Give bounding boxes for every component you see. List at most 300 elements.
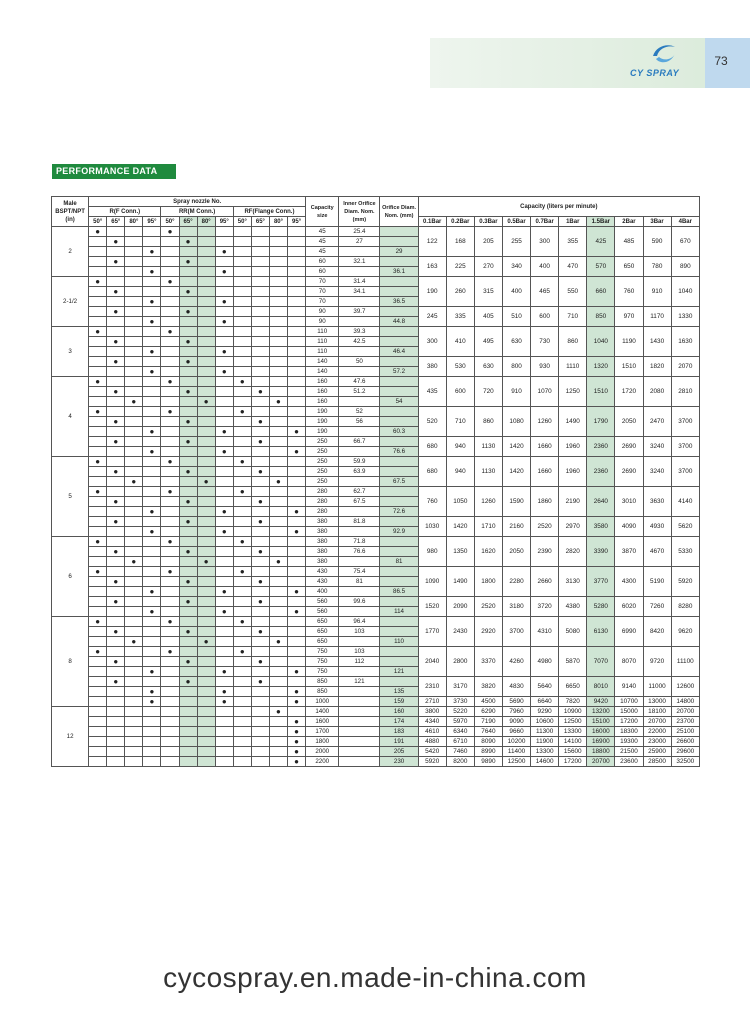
inner-orifice: 103 — [339, 627, 380, 637]
capacity-value: 6710 — [446, 737, 474, 747]
nozzle-cell — [233, 747, 251, 757]
nozzle-cell — [125, 287, 143, 297]
capacity-value: 1590 — [502, 487, 530, 517]
nozzle-cell — [179, 297, 197, 307]
nozzle-dot: ● — [251, 517, 269, 527]
nozzle-cell — [269, 317, 287, 327]
capacity-size: 380 — [306, 537, 339, 547]
nozzle-cell — [89, 397, 107, 407]
nozzle-dot: ● — [107, 287, 125, 297]
nozzle-cell — [288, 367, 306, 377]
nozzle-cell — [143, 497, 161, 507]
nozzle-cell — [125, 377, 143, 387]
nozzle-dot: ● — [107, 437, 125, 447]
capacity-size: 90 — [306, 307, 339, 317]
capacity-value: 26600 — [671, 737, 699, 747]
nozzle-cell — [251, 617, 269, 627]
capacity-value: 2310 — [418, 677, 446, 697]
capacity-value: 2710 — [418, 697, 446, 707]
capacity-value: 1510 — [587, 377, 615, 407]
nozzle-cell — [233, 547, 251, 557]
logo-swoosh-icon — [650, 42, 678, 66]
nozzle-cell — [233, 227, 251, 237]
nozzle-dot: ● — [89, 457, 107, 467]
nozzle-cell — [161, 477, 179, 487]
nozzle-cell — [125, 607, 143, 617]
capacity-value: 2040 — [418, 647, 446, 677]
table-row — [52, 277, 700, 287]
nozzle-cell — [197, 717, 215, 727]
nozzle-cell — [125, 537, 143, 547]
nozzle-cell — [288, 627, 306, 637]
capacity-value: 1170 — [643, 307, 671, 327]
capacity-value: 2660 — [531, 567, 559, 597]
nozzle-dot: ● — [288, 747, 306, 757]
capacity-size: 1800 — [306, 737, 339, 747]
table-row — [52, 697, 700, 707]
orifice-diam: 54 — [380, 397, 418, 407]
capacity-value: 760 — [615, 277, 643, 307]
orifice-diam — [380, 377, 418, 387]
capacity-value: 11300 — [531, 727, 559, 737]
nozzle-dot: ● — [179, 467, 197, 477]
capacity-value: 8420 — [643, 617, 671, 647]
table-row — [52, 457, 700, 467]
capacity-value: 1820 — [643, 357, 671, 377]
nozzle-dot: ● — [215, 347, 233, 357]
capacity-size: 70 — [306, 277, 339, 287]
capacity-value: 2280 — [502, 567, 530, 597]
capacity-value: 12500 — [502, 757, 530, 767]
nozzle-cell — [215, 547, 233, 557]
nozzle-cell — [125, 587, 143, 597]
nozzle-dot: ● — [269, 397, 287, 407]
orifice-diam: 230 — [380, 757, 418, 767]
nozzle-cell — [215, 617, 233, 627]
nozzle-dot: ● — [107, 577, 125, 587]
orifice-diam — [380, 257, 418, 267]
nozzle-cell — [179, 397, 197, 407]
nozzle-cell — [251, 707, 269, 717]
capacity-value: 550 — [559, 277, 587, 307]
nozzle-cell — [179, 377, 197, 387]
nozzle-dot: ● — [215, 427, 233, 437]
capacity-value: 2360 — [587, 457, 615, 487]
nozzle-cell — [215, 467, 233, 477]
inner-orifice: 66.7 — [339, 437, 380, 447]
capacity-size: 430 — [306, 577, 339, 587]
capacity-size: 90 — [306, 317, 339, 327]
nozzle-cell — [269, 357, 287, 367]
nozzle-cell — [179, 487, 197, 497]
capacity-size: 60 — [306, 267, 339, 277]
capacity-value: 5870 — [559, 647, 587, 677]
nozzle-cell — [269, 437, 287, 447]
nozzle-cell — [125, 677, 143, 687]
nozzle-cell — [107, 537, 125, 547]
nozzle-dot: ● — [288, 737, 306, 747]
nozzle-cell — [197, 317, 215, 327]
orifice-diam: 44.8 — [380, 317, 418, 327]
inner-orifice — [339, 697, 380, 707]
capacity-value: 3630 — [643, 487, 671, 517]
nozzle-cell — [161, 587, 179, 597]
nozzle-dot: ● — [107, 337, 125, 347]
nozzle-cell — [161, 607, 179, 617]
inner-orifice: 34.1 — [339, 287, 380, 297]
nozzle-dot: ● — [107, 417, 125, 427]
nozzle-cell — [107, 277, 125, 287]
capacity-size: 750 — [306, 667, 339, 677]
nozzle-cell — [251, 247, 269, 257]
capacity-value: 940 — [446, 437, 474, 457]
nozzle-cell — [215, 497, 233, 507]
capacity-value: 12500 — [559, 717, 587, 727]
nozzle-cell — [269, 697, 287, 707]
nozzle-cell — [269, 297, 287, 307]
nozzle-cell — [179, 267, 197, 277]
nozzle-dot: ● — [288, 527, 306, 537]
nozzle-cell — [215, 737, 233, 747]
capacity-value: 19300 — [615, 737, 643, 747]
nozzle-cell — [143, 227, 161, 237]
nozzle-cell — [215, 387, 233, 397]
table-row — [52, 737, 700, 747]
inner-orifice — [339, 297, 380, 307]
table-row — [52, 757, 700, 767]
nozzle-cell — [143, 517, 161, 527]
nozzle-cell — [251, 727, 269, 737]
nozzle-cell — [179, 457, 197, 467]
capacity-value: 14800 — [671, 697, 699, 707]
capacity-value: 9660 — [502, 727, 530, 737]
nozzle-cell — [89, 247, 107, 257]
table-row — [52, 487, 700, 497]
capacity-value: 5690 — [502, 697, 530, 707]
capacity-value: 315 — [474, 277, 502, 307]
capacity-value: 1050 — [446, 487, 474, 517]
nozzle-dot: ● — [215, 667, 233, 677]
capacity-size: 70 — [306, 287, 339, 297]
header-rr-conn: RR(M Conn.) — [161, 207, 233, 217]
capacity-value: 3870 — [615, 537, 643, 567]
nozzle-cell — [143, 277, 161, 287]
nozzle-cell — [107, 687, 125, 697]
nozzle-cell — [215, 307, 233, 317]
nozzle-cell — [161, 317, 179, 327]
nozzle-dot: ● — [233, 377, 251, 387]
nozzle-cell — [233, 327, 251, 337]
nozzle-cell — [197, 347, 215, 357]
table-row — [52, 537, 700, 547]
capacity-value: 1860 — [531, 487, 559, 517]
brand-logo — [620, 38, 705, 88]
nozzle-cell — [197, 447, 215, 457]
nozzle-cell — [107, 347, 125, 357]
nozzle-cell — [288, 497, 306, 507]
nozzle-dot: ● — [107, 497, 125, 507]
nozzle-cell — [179, 717, 197, 727]
nozzle-cell — [161, 297, 179, 307]
inner-orifice — [339, 527, 380, 537]
nozzle-cell — [161, 507, 179, 517]
nozzle-dot: ● — [107, 237, 125, 247]
nozzle-cell — [143, 457, 161, 467]
nozzle-cell — [251, 317, 269, 327]
nozzle-cell — [107, 487, 125, 497]
capacity-value: 168 — [446, 227, 474, 257]
nozzle-cell — [288, 397, 306, 407]
nozzle-cell — [197, 567, 215, 577]
table-row — [52, 717, 700, 727]
nozzle-cell — [197, 457, 215, 467]
capacity-size: 560 — [306, 607, 339, 617]
nozzle-cell — [125, 237, 143, 247]
orifice-diam — [380, 677, 418, 687]
capacity-value: 1130 — [474, 437, 502, 457]
nozzle-cell — [233, 717, 251, 727]
capacity-value: 23700 — [671, 717, 699, 727]
nozzle-cell — [251, 367, 269, 377]
nozzle-cell — [89, 637, 107, 647]
nozzle-cell — [143, 727, 161, 737]
capacity-value: 1510 — [615, 357, 643, 377]
table-row — [52, 377, 700, 387]
nozzle-cell — [288, 357, 306, 367]
orifice-diam: 121 — [380, 667, 418, 677]
capacity-value: 2640 — [587, 487, 615, 517]
nozzle-cell — [125, 577, 143, 587]
nozzle-cell — [179, 737, 197, 747]
capacity-value: 21500 — [615, 747, 643, 757]
nozzle-cell — [125, 747, 143, 757]
nozzle-cell — [143, 287, 161, 297]
nozzle-cell — [269, 487, 287, 497]
nozzle-dot: ● — [215, 297, 233, 307]
nozzle-cell — [179, 557, 197, 567]
angle-header: 80° — [197, 217, 215, 227]
capacity-value: 5220 — [446, 707, 474, 717]
nozzle-dot: ● — [89, 227, 107, 237]
nozzle-cell — [197, 367, 215, 377]
capacity-size: 45 — [306, 227, 339, 237]
nozzle-cell — [288, 327, 306, 337]
capacity-value: 15100 — [587, 717, 615, 727]
nozzle-dot: ● — [215, 317, 233, 327]
capacity-value: 2970 — [559, 517, 587, 537]
thread-size: 2 — [52, 227, 89, 277]
nozzle-cell — [215, 327, 233, 337]
nozzle-cell — [179, 707, 197, 717]
nozzle-cell — [125, 437, 143, 447]
header-rf-conn: R(F Conn.) — [89, 207, 161, 217]
nozzle-dot: ● — [107, 307, 125, 317]
capacity-size: 110 — [306, 327, 339, 337]
nozzle-cell — [197, 537, 215, 547]
nozzle-cell — [161, 497, 179, 507]
nozzle-cell — [215, 537, 233, 547]
capacity-size: 650 — [306, 617, 339, 627]
nozzle-cell — [161, 367, 179, 377]
inner-orifice — [339, 747, 380, 757]
nozzle-dot: ● — [89, 647, 107, 657]
capacity-value: 6130 — [587, 617, 615, 647]
capacity-value: 5420 — [418, 747, 446, 757]
capacity-value: 7260 — [643, 597, 671, 617]
nozzle-cell — [179, 407, 197, 417]
pressure-header: 0.7Bar — [531, 217, 559, 227]
nozzle-dot: ● — [288, 607, 306, 617]
nozzle-cell — [197, 277, 215, 287]
nozzle-cell — [179, 637, 197, 647]
nozzle-cell — [288, 437, 306, 447]
nozzle-cell — [197, 667, 215, 677]
nozzle-cell — [288, 677, 306, 687]
nozzle-cell — [161, 347, 179, 357]
inner-orifice: 52 — [339, 407, 380, 417]
nozzle-cell — [215, 287, 233, 297]
nozzle-cell — [251, 567, 269, 577]
nozzle-cell — [233, 387, 251, 397]
inner-orifice: 42.5 — [339, 337, 380, 347]
capacity-value: 5190 — [643, 567, 671, 597]
nozzle-cell — [89, 657, 107, 667]
capacity-value: 15600 — [559, 747, 587, 757]
inner-orifice: 63.9 — [339, 467, 380, 477]
nozzle-cell — [89, 737, 107, 747]
capacity-value: 10600 — [531, 717, 559, 727]
capacity-value: 14600 — [531, 757, 559, 767]
capacity-value: 335 — [446, 307, 474, 327]
nozzle-cell — [251, 687, 269, 697]
nozzle-cell — [89, 357, 107, 367]
capacity-value: 3170 — [446, 677, 474, 697]
capacity-value: 225 — [446, 257, 474, 277]
nozzle-cell — [197, 237, 215, 247]
nozzle-cell — [288, 567, 306, 577]
capacity-size: 280 — [306, 487, 339, 497]
nozzle-dot: ● — [288, 717, 306, 727]
nozzle-cell — [89, 607, 107, 617]
nozzle-cell — [143, 357, 161, 367]
orifice-diam: 46.4 — [380, 347, 418, 357]
orifice-diam — [380, 237, 418, 247]
nozzle-cell — [197, 747, 215, 757]
inner-orifice — [339, 267, 380, 277]
inner-orifice: 76.6 — [339, 547, 380, 557]
nozzle-cell — [125, 347, 143, 357]
nozzle-cell — [197, 627, 215, 637]
capacity-value: 910 — [643, 277, 671, 307]
nozzle-cell — [269, 457, 287, 467]
capacity-size: 380 — [306, 527, 339, 537]
capacity-size: 380 — [306, 517, 339, 527]
nozzle-cell — [143, 577, 161, 587]
orifice-diam: 92.9 — [380, 527, 418, 537]
nozzle-cell — [269, 517, 287, 527]
nozzle-cell — [251, 717, 269, 727]
orifice-diam: 67.5 — [380, 477, 418, 487]
nozzle-dot: ● — [215, 447, 233, 457]
capacity-size: 280 — [306, 507, 339, 517]
capacity-value: 2800 — [446, 647, 474, 677]
inner-orifice — [339, 447, 380, 457]
inner-orifice: 51.2 — [339, 387, 380, 397]
inner-orifice: 27 — [339, 237, 380, 247]
nozzle-cell — [107, 567, 125, 577]
nozzle-cell — [233, 637, 251, 647]
header-male-size: Male BSPT/NPT (in) — [52, 197, 89, 227]
nozzle-cell — [233, 317, 251, 327]
nozzle-cell — [288, 557, 306, 567]
nozzle-dot: ● — [288, 687, 306, 697]
nozzle-dot: ● — [125, 637, 143, 647]
nozzle-cell — [197, 507, 215, 517]
nozzle-cell — [269, 537, 287, 547]
inner-orifice: 96.4 — [339, 617, 380, 627]
capacity-value: 1190 — [615, 327, 643, 357]
nozzle-cell — [125, 267, 143, 277]
capacity-size: 60 — [306, 257, 339, 267]
table-row — [52, 357, 700, 367]
nozzle-dot: ● — [215, 247, 233, 257]
table-row — [52, 707, 700, 717]
nozzle-dot: ● — [179, 357, 197, 367]
nozzle-cell — [179, 687, 197, 697]
table-row — [52, 747, 700, 757]
nozzle-cell — [269, 267, 287, 277]
capacity-value: 3770 — [587, 567, 615, 597]
orifice-diam — [380, 567, 418, 577]
nozzle-cell — [89, 577, 107, 587]
orifice-diam — [380, 307, 418, 317]
nozzle-cell — [143, 597, 161, 607]
capacity-value: 1660 — [531, 437, 559, 457]
nozzle-dot: ● — [288, 667, 306, 677]
capacity-size: 110 — [306, 347, 339, 357]
capacity-value: 32500 — [671, 757, 699, 767]
nozzle-cell — [125, 707, 143, 717]
inner-orifice: 103 — [339, 647, 380, 657]
nozzle-cell — [125, 357, 143, 367]
nozzle-cell — [288, 257, 306, 267]
nozzle-cell — [269, 247, 287, 257]
nozzle-cell — [233, 277, 251, 287]
nozzle-cell — [89, 447, 107, 457]
nozzle-cell — [233, 477, 251, 487]
angle-header: 65° — [251, 217, 269, 227]
capacity-value: 650 — [615, 257, 643, 277]
nozzle-cell — [125, 427, 143, 437]
nozzle-cell — [197, 257, 215, 267]
table-row — [52, 567, 700, 577]
orifice-diam: 60.3 — [380, 427, 418, 437]
nozzle-cell — [197, 617, 215, 627]
nozzle-cell — [288, 307, 306, 317]
nozzle-cell — [179, 347, 197, 357]
nozzle-dot: ● — [107, 597, 125, 607]
nozzle-cell — [233, 397, 251, 407]
capacity-value: 2520 — [531, 517, 559, 537]
capacity-value: 3730 — [446, 697, 474, 707]
capacity-value: 10200 — [502, 737, 530, 747]
nozzle-cell — [89, 697, 107, 707]
capacity-value: 710 — [559, 307, 587, 327]
nozzle-cell — [215, 677, 233, 687]
orifice-diam: 191 — [380, 737, 418, 747]
capacity-size: 250 — [306, 467, 339, 477]
nozzle-cell — [197, 527, 215, 537]
